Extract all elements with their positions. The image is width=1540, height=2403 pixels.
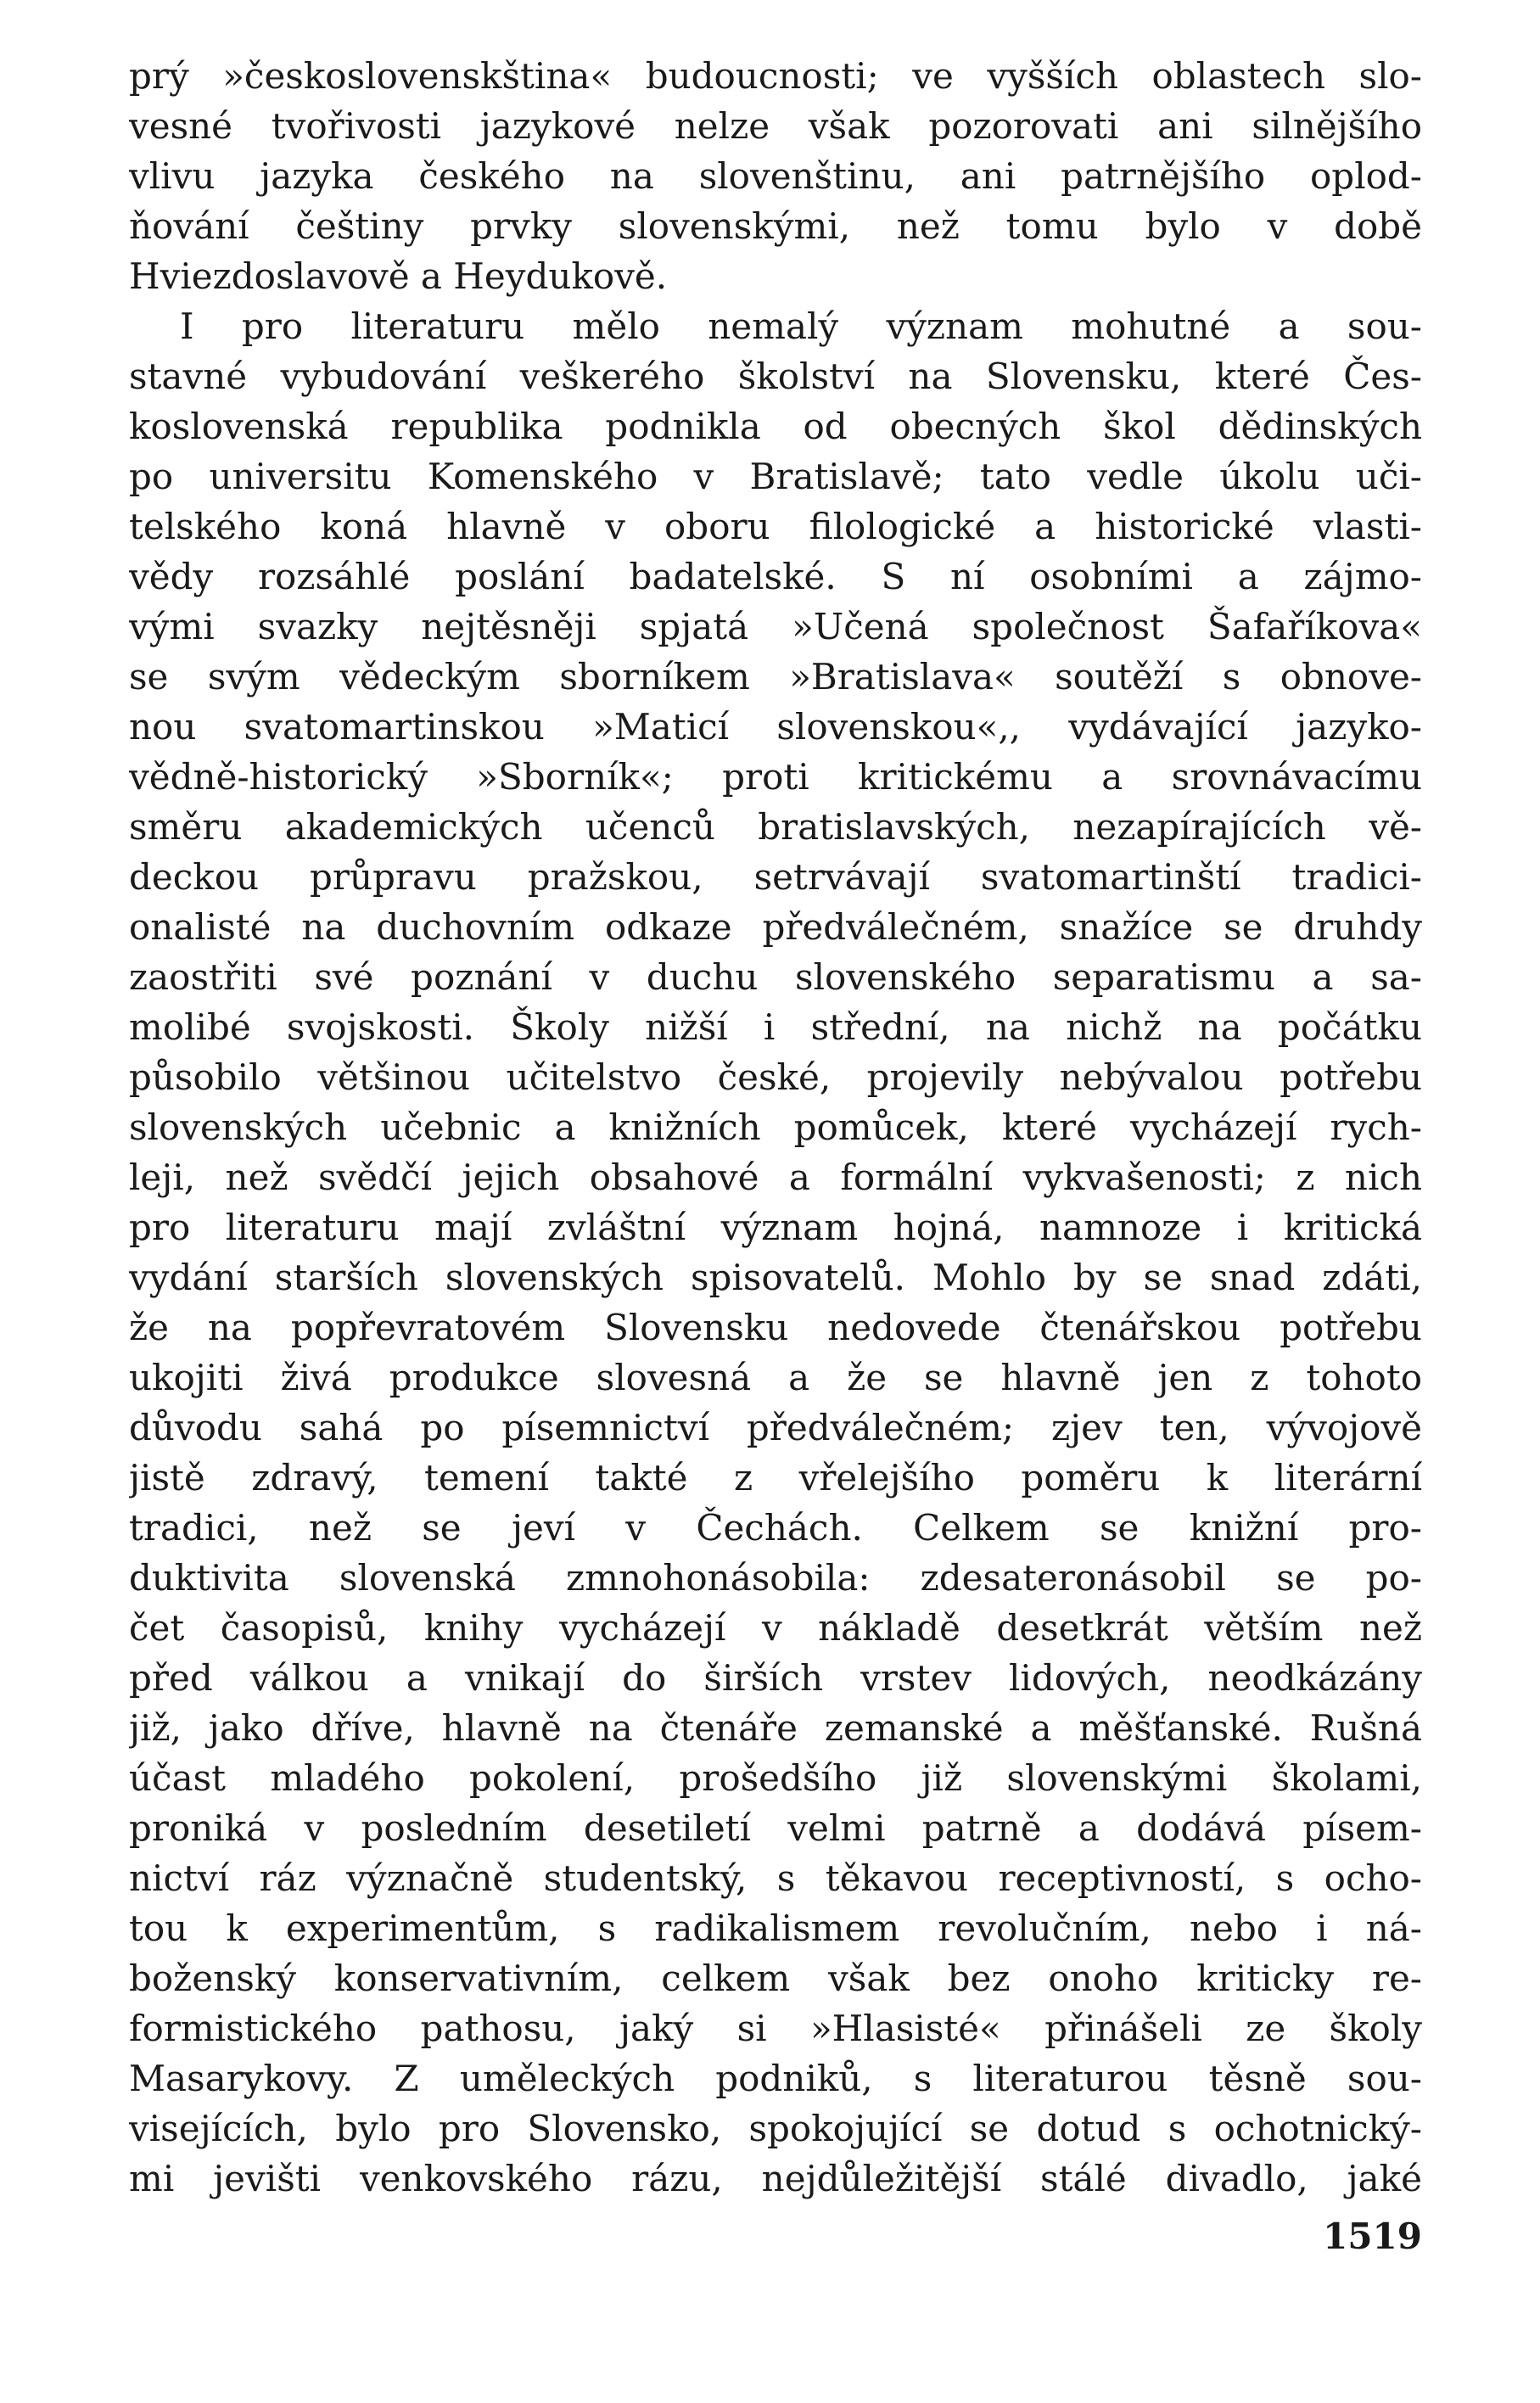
text-line: stavné vybudování veškerého školství na Slovensku, které Čes- [129,356,1422,397]
text-line: vědy rozsáhlé poslání badatelské. S ní osobními a zájmo- [129,556,1422,597]
text-line: boženský konservativním, celkem však bez onoho kriticky re- [129,1958,1422,1999]
text-line: po universitu Komenského v Bratislavě; tato vedle úkolu uči- [129,456,1422,497]
text-line: prý »československština« budoucnosti; ve vyšších oblastech slo- [129,55,1422,97]
text-line: zaostřiti své poznání v duchu slovenského separatismu a sa- [129,956,1422,998]
text-line: již, jako dříve, hlavně na čtenáře zemanské a měšťanské. Rušná [129,1707,1422,1749]
text-line: duktivita slovenská zmnohonásobila: zdesateronásobil se po- [129,1557,1422,1599]
text-line: tou k experimentům, s radikalismem revolučním, nebo i ná- [129,1907,1422,1949]
text-line: slovenských učebnic a knižních pomůcek, které vycházejí rych- [129,1106,1422,1148]
paragraph-2 [129,301,1422,2204]
text-line: ňování češtiny prvky slovenskými, než tomu bylo v době [129,205,1422,247]
text-line: účast mladého pokolení, prošedšího již slovenskými školami, [129,1757,1422,1799]
text-line: vědně-historický »Sborník«; proti kritickému a srovnávacímu [129,756,1422,798]
text-line: koslovenská republika podnikla od obecných škol dědinských [129,406,1422,447]
text-line: molibé svojskosti. Školy nižší i střední, na nichž na počátku [129,1006,1422,1048]
text-line: Masarykovy. Z uměleckých podniků, s literaturou těsně sou- [129,2058,1422,2099]
text-line: působilo většinou učitelstvo české, projevily nebývalou potřebu [129,1056,1422,1098]
text-line: I pro literaturu mělo nemalý význam mohutné a sou- [180,305,1422,347]
text-line: tradici, než se jeví v Čechách. Celkem se knižní pro- [129,1507,1422,1549]
text-line: vými svazky nejtěsněji spjatá »Učená společnost Šafaříkova« [129,606,1422,647]
text-line: vesné tvořivosti jazykové nelze však pozorovati ani silnějšího [129,105,1422,147]
text-line: ukojiti živá produkce slovesná a že se hlavně jen z tohoto [129,1357,1422,1398]
text-line: směru akademických učenců bratislavských, nezapírajících vě- [129,806,1422,848]
text-line: že na popřevratovém Slovensku nedovede čtenářskou potřebu [129,1307,1422,1348]
text-line: nictví ráz význačně studentský, s těkavou receptivností, s ocho- [129,1857,1422,1899]
page-number: 1519 [1323,2215,1422,2257]
text-line: deckou průpravu pražskou, setrvávají svatomartinští tradici- [129,856,1422,898]
text-line: visejících, bylo pro Slovensko, spokojující se dotud s ochotnický- [129,2108,1422,2149]
text-line: důvodu sahá po písemnictví předválečném; zjev ten, vývojově [129,1407,1422,1448]
text-line: onalisté na duchovním odkaze předválečném, snažíce se druhdy [129,906,1422,948]
page-text [129,51,1422,2204]
text-line: před válkou a vnikají do širších vrstev lidových, neodkázány [129,1657,1422,1699]
text-line: Hviezdoslavově a Heydukově. [129,255,668,297]
text-line: jistě zdravý, temení takté z vřelejšího poměru k literární [129,1457,1422,1498]
text-line: nou svatomartinskou »Maticí slovenskou«,, vydávající jazyko- [129,706,1422,748]
text-line: čet časopisů, knihy vycházejí v nákladě desetkrát větším než [129,1607,1422,1649]
text-line: vydání starších slovenských spisovatelů. Mohlo by se snad zdáti, [129,1257,1422,1298]
paragraph-1 [129,51,1422,301]
text-line: proniká v posledním desetiletí velmi patrně a dodává písem- [129,1807,1422,1849]
text-line: pro literaturu mají zvláštní význam hojná, namnoze i kritická [129,1207,1422,1248]
text-line: mi jevišti venkovského rázu, nejdůležitější stálé divadlo, jaké [129,2158,1422,2199]
text-line: telského koná hlavně v oboru filologické a historické vlasti- [129,506,1422,547]
text-line: se svým vědeckým sborníkem »Bratislava« soutěží s obnove- [129,656,1422,697]
text-line: leji, než svědčí jejich obsahové a formální vykvašenosti; z nich [129,1157,1422,1198]
text-line: formistického pathosu, jaký si »Hlasisté« přinášeli ze školy [129,2008,1422,2049]
text-line: vlivu jazyka českého na slovenštinu, ani patrnějšího oplod- [129,155,1422,197]
